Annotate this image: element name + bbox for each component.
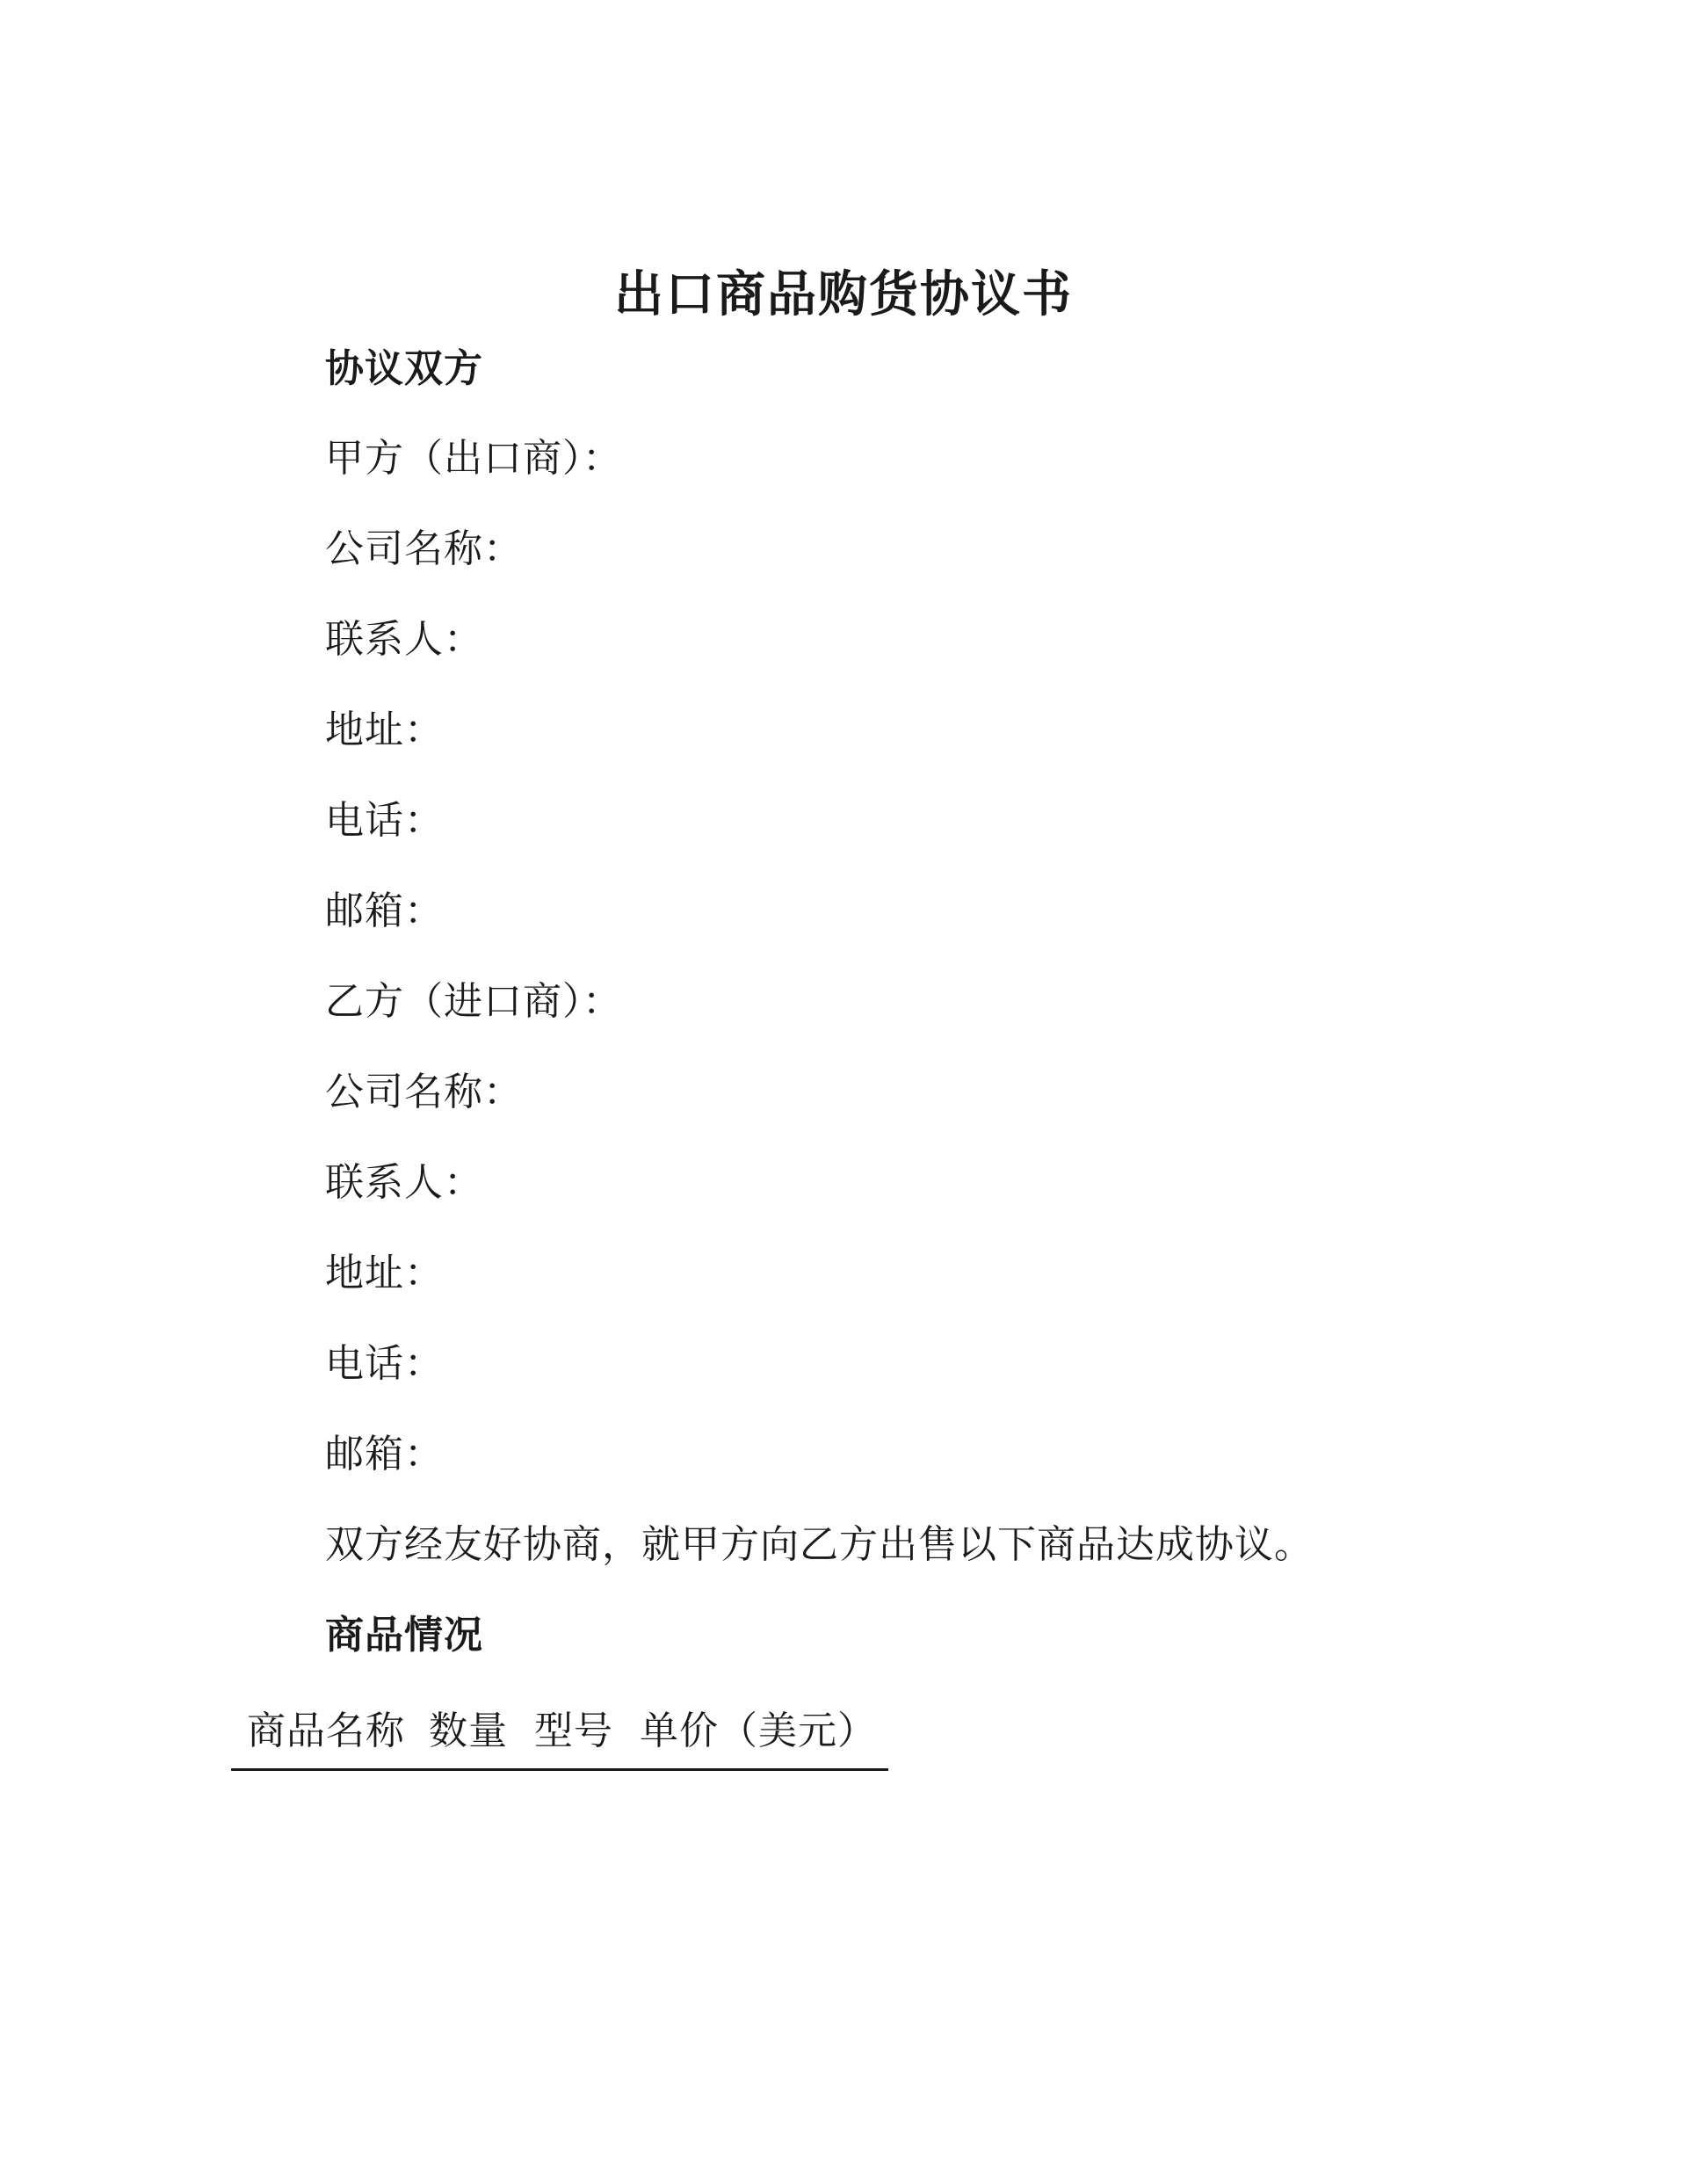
column-header-unit-price: 单价（美元）: [640, 1709, 877, 1753]
agreement-statement: 双方经友好协商，就甲方向乙方出售以下商品达成协议。: [325, 1522, 1314, 1567]
party-a-company-label: 公司名称：: [325, 526, 523, 571]
party-b-company-label: 公司名称：: [325, 1070, 523, 1114]
section-heading-parties: 协议双方: [325, 346, 483, 391]
party-b-address-label: 地址：: [325, 1251, 444, 1295]
party-b-email-label: 邮箱：: [325, 1432, 444, 1477]
party-a-email-label: 邮箱：: [325, 889, 444, 933]
goods-table-header: [231, 1705, 888, 1771]
column-header-quantity: 数量: [429, 1709, 508, 1753]
party-b-phone-label: 电话：: [325, 1341, 444, 1386]
party-b-heading: 乙方（进口商）：: [325, 979, 622, 1024]
column-header-product-name: 商品名称: [247, 1709, 405, 1753]
column-header-model: 型号: [534, 1709, 613, 1753]
party-a-address-label: 地址：: [325, 707, 444, 752]
document-title: 出口商品购货协议书: [614, 265, 1073, 323]
party-a-heading: 甲方（出口商）：: [325, 436, 622, 481]
section-heading-goods: 商品情况: [325, 1613, 483, 1658]
party-a-phone-label: 电话：: [325, 798, 444, 843]
party-b-contact-label: 联系人：: [325, 1160, 483, 1205]
party-a-contact-label: 联系人：: [325, 617, 483, 662]
